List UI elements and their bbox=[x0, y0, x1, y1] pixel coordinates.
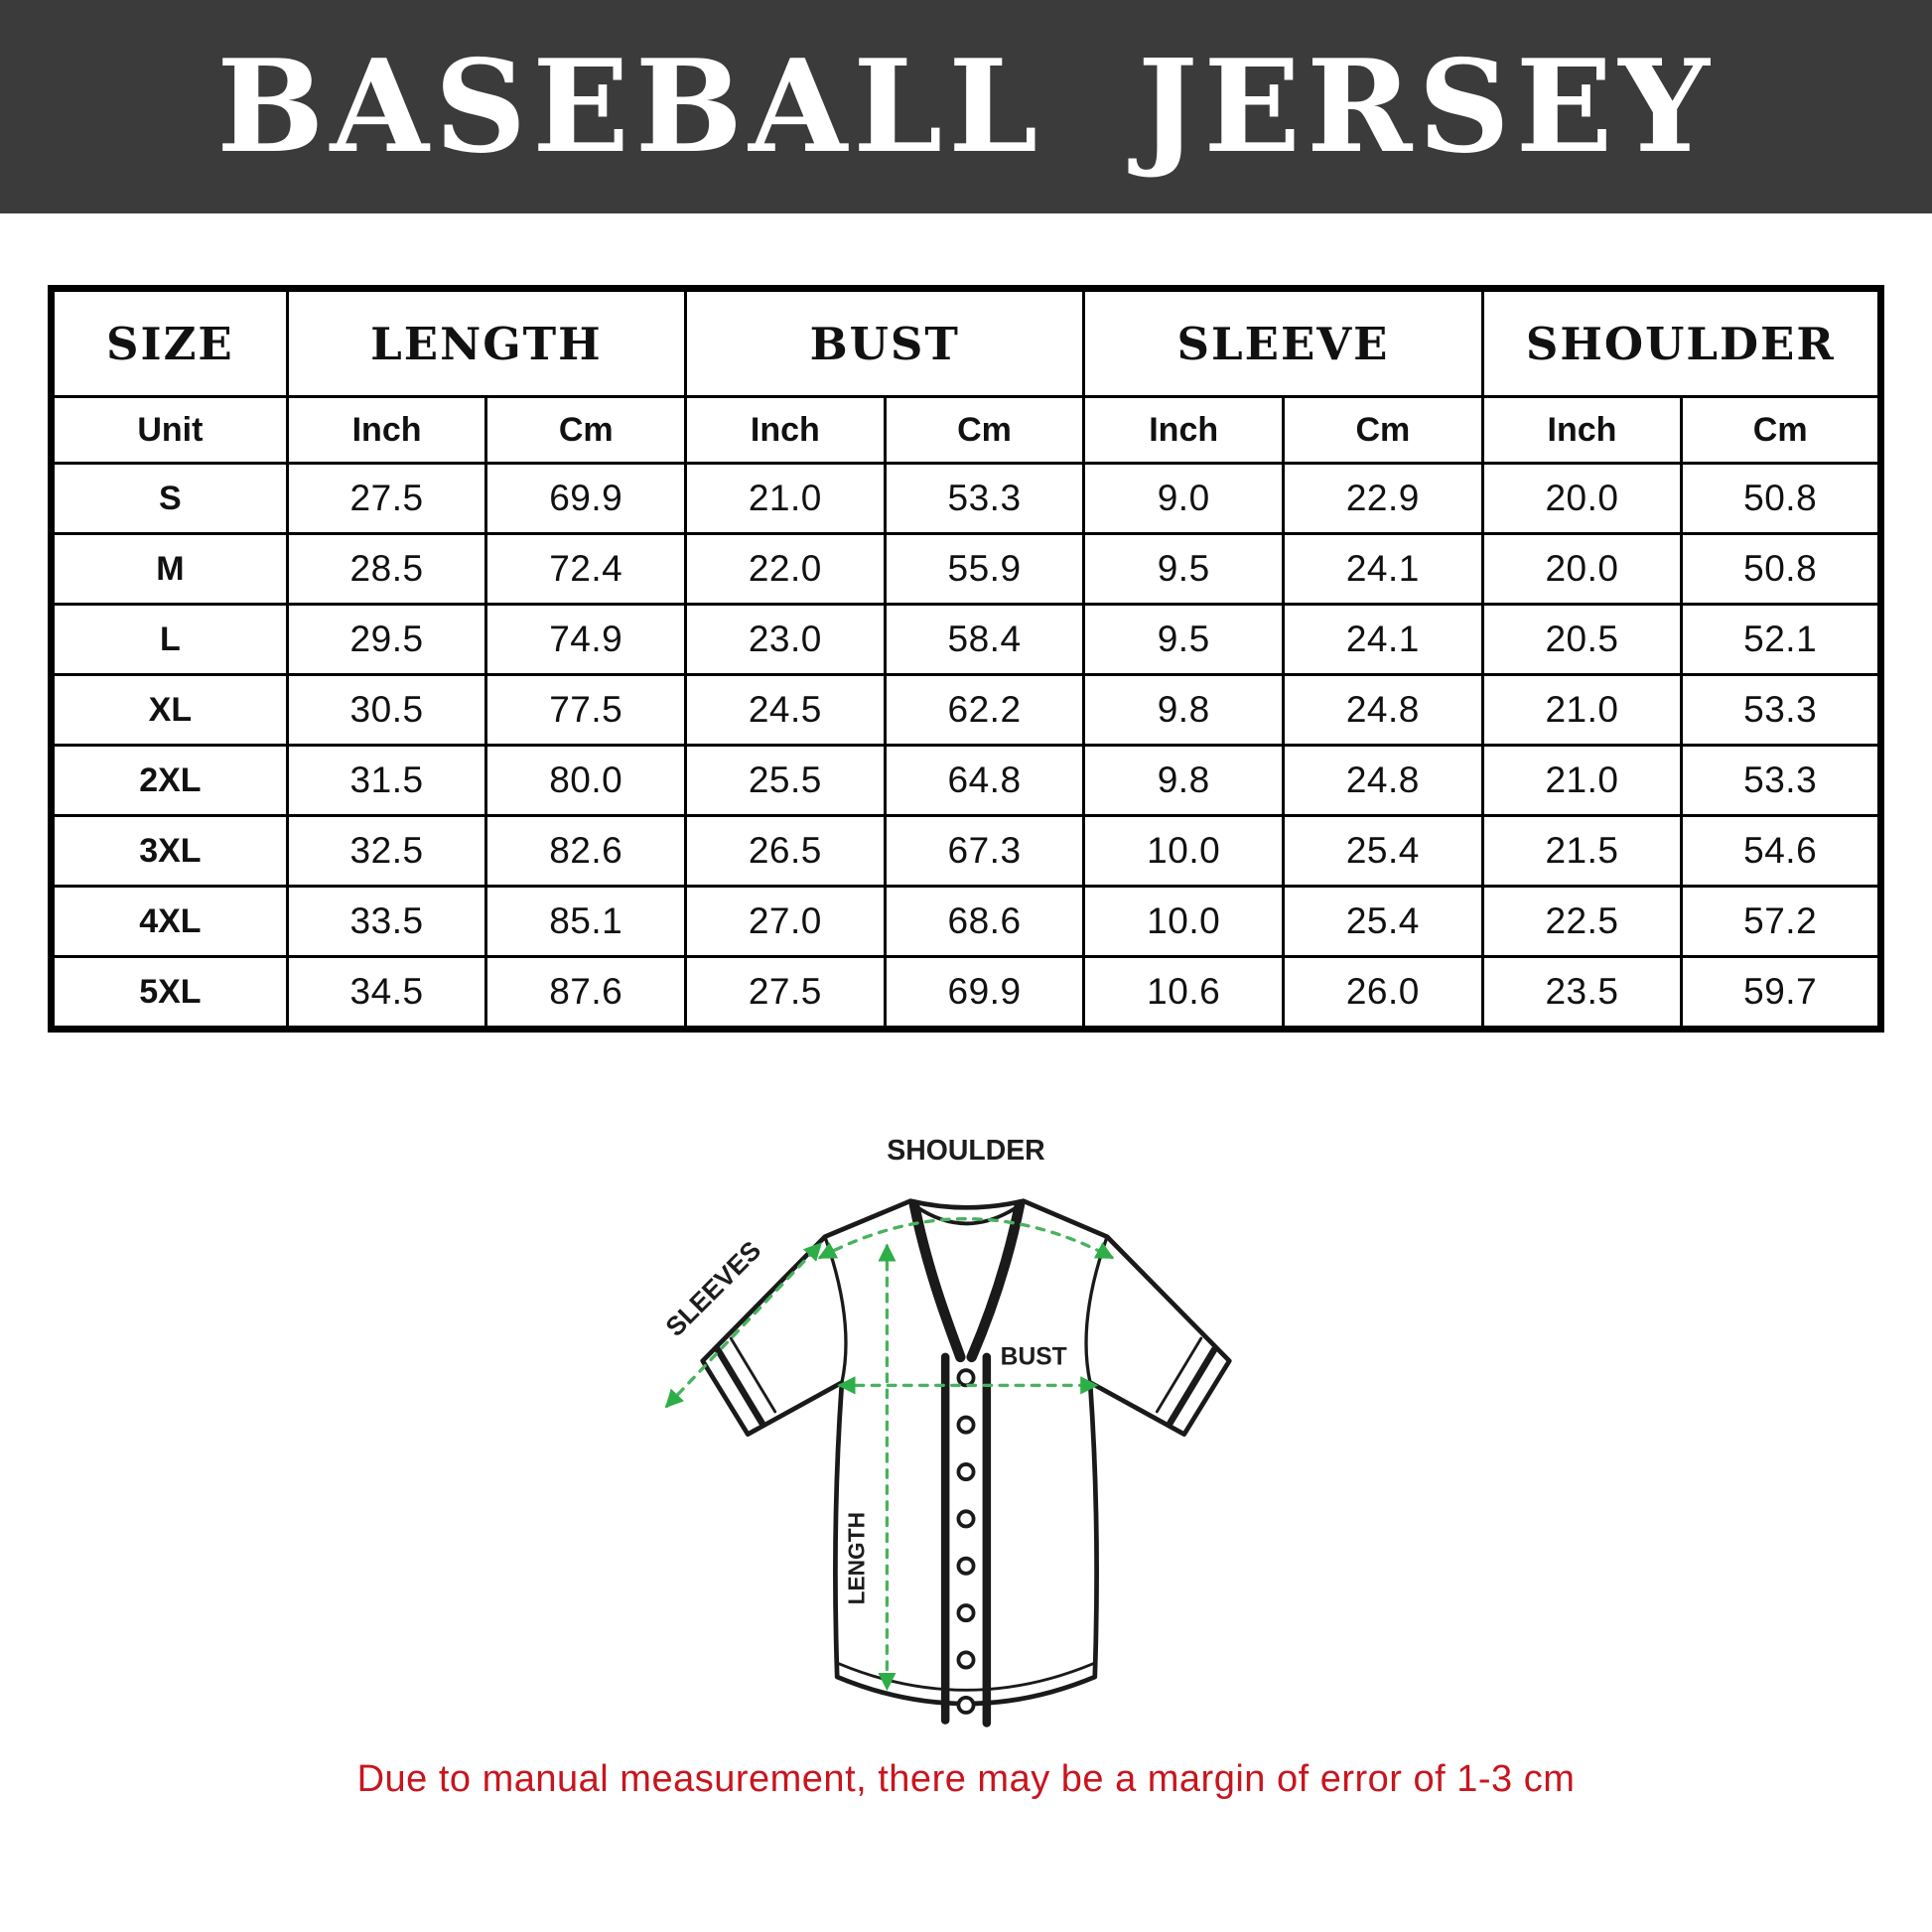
measurement-value: 10.0 bbox=[1084, 816, 1284, 887]
size-row-5xl bbox=[52, 957, 1881, 1030]
measurement-value: 9.5 bbox=[1084, 534, 1284, 605]
sleeves-label: SLEEVES bbox=[659, 1235, 767, 1342]
unit-header: Unit bbox=[52, 397, 288, 464]
measurement-value: 69.9 bbox=[885, 957, 1084, 1030]
size-chart-table bbox=[48, 285, 1884, 1033]
unit-cell: Inch bbox=[1482, 397, 1682, 464]
size-chart-table-wrap bbox=[48, 285, 1884, 1033]
size-row-4xl bbox=[52, 887, 1881, 957]
table-body bbox=[52, 464, 1881, 1030]
measurement-value: 31.5 bbox=[287, 746, 486, 816]
measurement-value: 9.8 bbox=[1084, 746, 1284, 816]
measurement-value: 10.0 bbox=[1084, 887, 1284, 957]
unit-cell: Inch bbox=[1084, 397, 1284, 464]
measurement-value: 67.3 bbox=[885, 816, 1084, 887]
measurement-value: 32.5 bbox=[287, 816, 486, 887]
measurement-value: 85.1 bbox=[486, 887, 686, 957]
measurement-value: 62.2 bbox=[885, 675, 1084, 746]
column-group-shoulder: SHOULDER bbox=[1482, 289, 1880, 397]
unit-cell: Cm bbox=[486, 397, 686, 464]
size-row-2xl bbox=[52, 746, 1881, 816]
length-label: LENGTH bbox=[843, 1511, 870, 1605]
unit-cell: Cm bbox=[1284, 397, 1483, 464]
measurement-value: 68.6 bbox=[885, 887, 1084, 957]
measurement-value: 82.6 bbox=[486, 816, 686, 887]
measurement-value: 53.3 bbox=[1682, 746, 1881, 816]
measurement-value: 80.0 bbox=[486, 746, 686, 816]
measurement-value: 22.0 bbox=[686, 534, 886, 605]
size-row-3xl bbox=[52, 816, 1881, 887]
measurement-value: 50.8 bbox=[1682, 464, 1881, 534]
size-row-l bbox=[52, 605, 1881, 675]
measurement-value: 50.8 bbox=[1682, 534, 1881, 605]
measurement-value: 23.5 bbox=[1482, 957, 1682, 1030]
size-label: 3XL bbox=[52, 816, 288, 887]
measurement-value: 57.2 bbox=[1682, 887, 1881, 957]
measurement-value: 33.5 bbox=[287, 887, 486, 957]
measurement-value: 53.3 bbox=[1682, 675, 1881, 746]
measurement-value: 9.0 bbox=[1084, 464, 1284, 534]
measurement-value: 52.1 bbox=[1682, 605, 1881, 675]
measurement-value: 24.1 bbox=[1284, 534, 1483, 605]
measurement-value: 21.0 bbox=[686, 464, 886, 534]
column-group-size: SIZE bbox=[52, 289, 288, 397]
measurement-value: 21.0 bbox=[1482, 746, 1682, 816]
size-label: M bbox=[52, 534, 288, 605]
column-group-bust: BUST bbox=[686, 289, 1084, 397]
measurement-note: Due to manual measurement, there may be a margin of error of 1-3 cm bbox=[356, 1757, 1576, 1800]
jersey-diagram-svg bbox=[609, 1124, 1323, 1740]
measurement-value: 25.4 bbox=[1284, 816, 1483, 887]
measurement-value: 25.4 bbox=[1284, 887, 1483, 957]
unit-cell: Inch bbox=[287, 397, 486, 464]
measurement-value: 21.0 bbox=[1482, 675, 1682, 746]
measurement-value: 53.3 bbox=[885, 464, 1084, 534]
measurement-value: 87.6 bbox=[486, 957, 686, 1030]
size-label: XL bbox=[52, 675, 288, 746]
measurement-value: 29.5 bbox=[287, 605, 486, 675]
unit-cell: Cm bbox=[1682, 397, 1881, 464]
measurement-value: 27.0 bbox=[686, 887, 886, 957]
measurement-value: 72.4 bbox=[486, 534, 686, 605]
measurement-value: 30.5 bbox=[287, 675, 486, 746]
measurement-value: 58.4 bbox=[885, 605, 1084, 675]
measurement-value: 64.8 bbox=[885, 746, 1084, 816]
measurement-value: 20.0 bbox=[1482, 464, 1682, 534]
measurement-value: 24.5 bbox=[686, 675, 886, 746]
size-label: 4XL bbox=[52, 887, 288, 957]
measurement-value: 21.5 bbox=[1482, 816, 1682, 887]
measurement-value: 25.5 bbox=[686, 746, 886, 816]
measurement-value: 23.0 bbox=[686, 605, 886, 675]
measurement-value: 27.5 bbox=[686, 957, 886, 1030]
measurement-value: 34.5 bbox=[287, 957, 486, 1030]
page-title: BASEBALL JERSEY bbox=[216, 32, 1716, 182]
measurement-value: 28.5 bbox=[287, 534, 486, 605]
measurement-value: 74.9 bbox=[486, 605, 686, 675]
size-label: 2XL bbox=[52, 746, 288, 816]
shoulder-label: SHOULDER bbox=[887, 1134, 1045, 1167]
title-bar bbox=[0, 0, 1932, 213]
size-label: 5XL bbox=[52, 957, 288, 1030]
unit-cell: Inch bbox=[686, 397, 886, 464]
measurement-value: 26.5 bbox=[686, 816, 886, 887]
measurement-value: 24.8 bbox=[1284, 746, 1483, 816]
jersey-outline bbox=[703, 1201, 1230, 1724]
unit-cell: Cm bbox=[885, 397, 1084, 464]
size-row-xl bbox=[52, 675, 1881, 746]
measurement-value: 55.9 bbox=[885, 534, 1084, 605]
measurement-value: 69.9 bbox=[486, 464, 686, 534]
measurement-value: 24.1 bbox=[1284, 605, 1483, 675]
measurement-value: 26.0 bbox=[1284, 957, 1483, 1030]
measurement-value: 77.5 bbox=[486, 675, 686, 746]
measurement-value: 24.8 bbox=[1284, 675, 1483, 746]
measurement-value: 27.5 bbox=[287, 464, 486, 534]
measurement-value: 10.6 bbox=[1084, 957, 1284, 1030]
size-row-s bbox=[52, 464, 1881, 534]
column-group-length: LENGTH bbox=[287, 289, 685, 397]
measurement-value: 20.0 bbox=[1482, 534, 1682, 605]
measurement-value: 22.5 bbox=[1482, 887, 1682, 957]
size-label: L bbox=[52, 605, 288, 675]
unit-row bbox=[52, 397, 1881, 464]
measurement-value: 54.6 bbox=[1682, 816, 1881, 887]
size-label: S bbox=[52, 464, 288, 534]
measurement-value: 59.7 bbox=[1682, 957, 1881, 1030]
measurement-value: 22.9 bbox=[1284, 464, 1483, 534]
column-group-sleeve: SLEEVE bbox=[1084, 289, 1482, 397]
size-row-m bbox=[52, 534, 1881, 605]
measurement-value: 20.5 bbox=[1482, 605, 1682, 675]
group-header-row bbox=[52, 289, 1881, 397]
table-head bbox=[52, 289, 1881, 464]
jersey-measurement-diagram bbox=[609, 1124, 1323, 1740]
bust-label: BUST bbox=[1000, 1343, 1067, 1371]
measurement-value: 9.8 bbox=[1084, 675, 1284, 746]
measurement-value: 9.5 bbox=[1084, 605, 1284, 675]
